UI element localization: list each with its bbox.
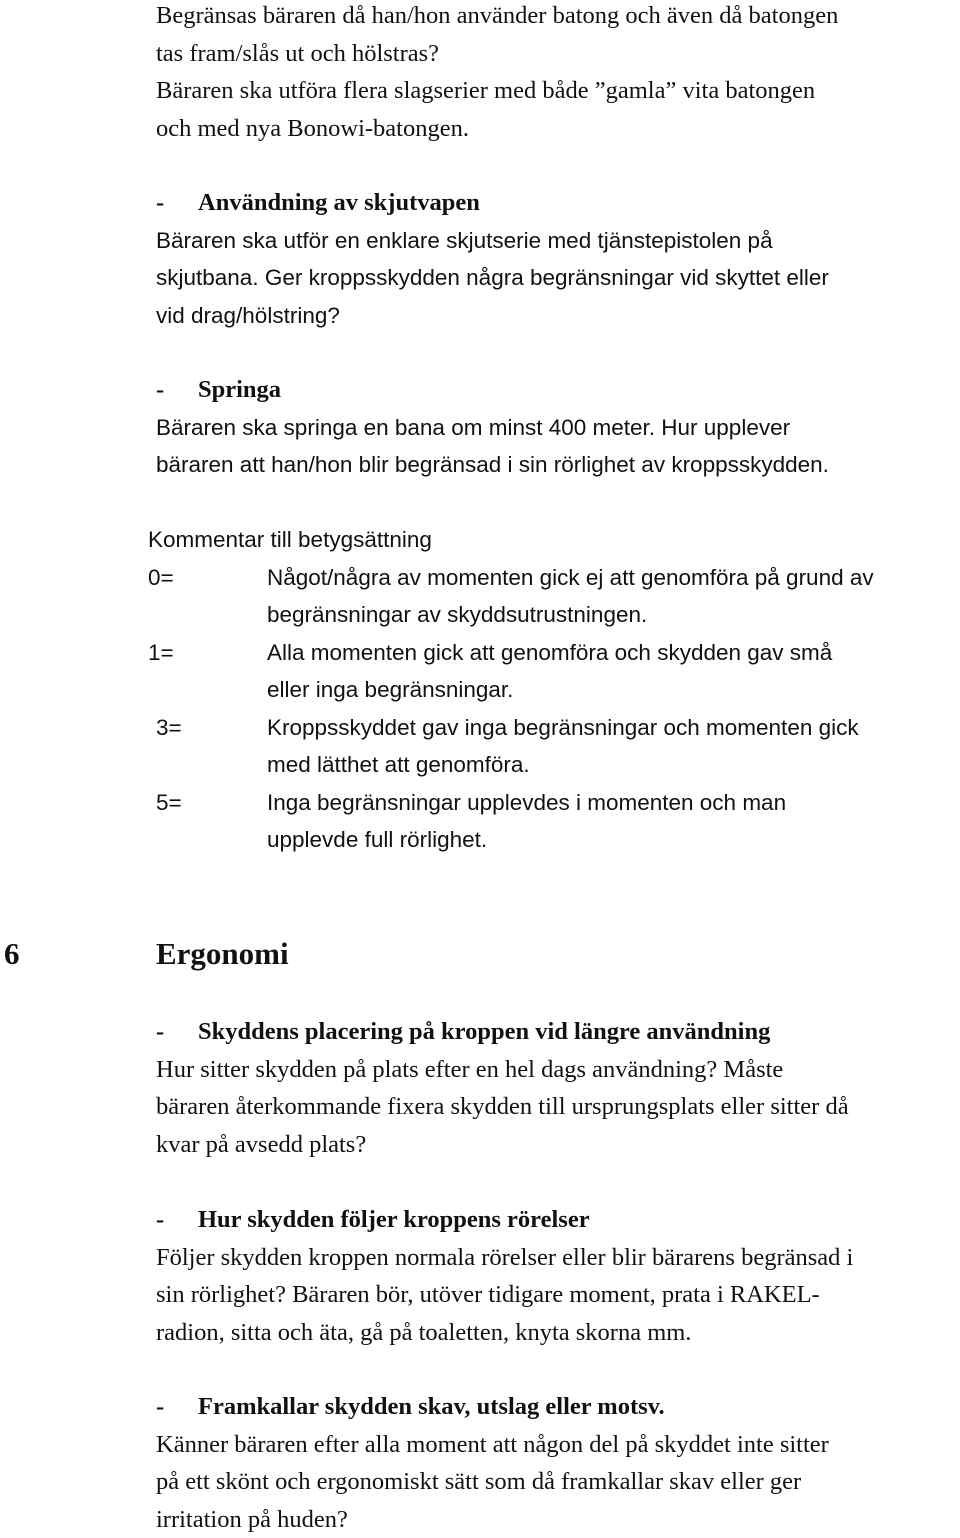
heading-text: Skyddens placering på kroppen vid längre användning xyxy=(198,1018,770,1045)
text-line: radion, sitta och äta, gå på toaletten, knyta skorna mm. xyxy=(156,1314,956,1352)
text-line: Hur sitter skydden på plats efter en hel dags användning? Måste xyxy=(156,1051,956,1089)
grade-text: begränsningar av skyddsutrustningen. xyxy=(267,596,960,634)
grade-text: Kroppsskyddet gav inga begränsningar och momenten gick xyxy=(267,709,960,747)
shooting-section xyxy=(156,184,956,334)
grade-key: 3= xyxy=(156,709,182,747)
text-line: vid drag/hölstring? xyxy=(156,297,956,335)
grade-text: med lätthet att genomföra. xyxy=(267,746,960,784)
grade-item xyxy=(148,559,960,634)
subsection-heading xyxy=(156,1013,956,1051)
grade-text: Något/några av momenten gick ej att genomföra på grund av xyxy=(267,559,960,597)
text-line: på ett skönt och ergonomiskt sätt som då framkallar skav eller ger xyxy=(156,1463,956,1501)
heading-text: Springa xyxy=(198,376,281,403)
heading-dash: - xyxy=(156,1201,198,1239)
subsection-chafing xyxy=(156,1388,956,1538)
section-number: 6 xyxy=(4,934,20,974)
subsection-heading xyxy=(156,1201,956,1239)
grade-text: Inga begränsningar upplevdes i momenten och man xyxy=(267,784,960,822)
text-line: Känner bäraren efter alla moment att någon del på skyddet inte sitter xyxy=(156,1426,956,1464)
text-line: tas fram/slås ut och hölstras? xyxy=(156,35,956,73)
grade-text: eller inga begränsningar. xyxy=(267,671,960,709)
subsection-placement xyxy=(156,1013,956,1163)
grade-text: upplevde full rörlighet. xyxy=(267,821,960,859)
shooting-heading xyxy=(156,184,956,222)
heading-dash: - xyxy=(156,371,198,409)
text-line: sin rörlighet? Bäraren bör, utöver tidigare moment, prata i RAKEL- xyxy=(156,1276,956,1314)
text-line: och med nya Bonowi-batongen. xyxy=(156,110,956,148)
grade-item xyxy=(156,784,960,859)
grading-section xyxy=(148,521,960,859)
text-line: bäraren återkommande fixera skydden till ursprungsplats eller sitter då xyxy=(156,1088,956,1126)
heading-dash: - xyxy=(156,1388,198,1426)
text-line: skjutbana. Ger kroppsskydden några begränsningar vid skyttet eller xyxy=(156,259,956,297)
text-line: Följer skydden kroppen normala rörelser eller blir bärarens begränsad i xyxy=(156,1239,956,1277)
grading-title: Kommentar till betygsättning xyxy=(148,521,960,559)
heading-dash: - xyxy=(156,1013,198,1051)
running-section xyxy=(156,371,956,484)
text-line: irritation på huden? xyxy=(156,1501,956,1538)
heading-text: Hur skydden följer kroppens rörelser xyxy=(198,1206,590,1233)
heading-dash: - xyxy=(156,184,198,222)
heading-text: Framkallar skydden skav, utslag eller motsv. xyxy=(198,1393,665,1420)
grade-key: 0= xyxy=(148,559,174,597)
text-line: Bäraren ska utföra flera slagserier med både ”gamla” vita batongen xyxy=(156,72,956,110)
text-line: Begränsas bäraren då han/hon använder batong och även då batongen xyxy=(156,0,956,35)
subsection-heading xyxy=(156,1388,956,1426)
text-line: Bäraren ska springa en bana om minst 400 meter. Hur upplever xyxy=(156,409,956,447)
running-heading xyxy=(156,371,956,409)
grade-text: Alla momenten gick att genomföra och skydden gav små xyxy=(267,634,960,672)
text-line: kvar på avsedd plats? xyxy=(156,1126,956,1164)
text-line: bäraren att han/hon blir begränsad i sin rörlighet av kroppsskydden. xyxy=(156,446,956,484)
intro-paragraph xyxy=(156,0,956,147)
grade-key: 1= xyxy=(148,634,174,672)
text-line: Bäraren ska utför en enklare skjutserie med tjänstepistolen på xyxy=(156,222,956,260)
heading-text: Användning av skjutvapen xyxy=(198,189,480,216)
subsection-movement xyxy=(156,1201,956,1351)
grade-item xyxy=(148,634,960,709)
grade-key: 5= xyxy=(156,784,182,822)
grade-item xyxy=(156,709,960,784)
section-title: Ergonomi xyxy=(156,934,289,974)
